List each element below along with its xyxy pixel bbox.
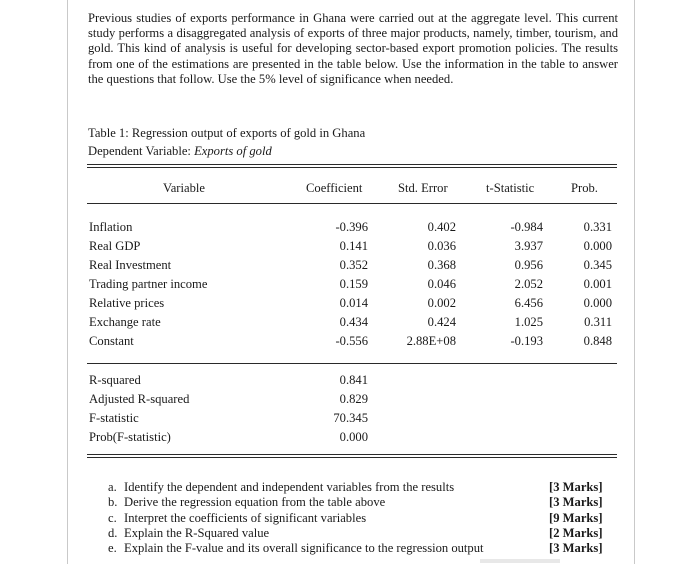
question-marks: [3 Marks] (549, 480, 603, 494)
coefficient-cell: 0.352 (339, 258, 368, 272)
question-item (108, 495, 628, 510)
coefficient-cell: 0.014 (339, 296, 368, 310)
coefficient-cell: 0.159 (339, 277, 368, 291)
t-statistic-cell: 2.052 (514, 277, 543, 291)
stat-label: F-statistic (89, 411, 139, 425)
question-item (108, 511, 628, 526)
question-item (108, 541, 628, 556)
question-letter: d. (108, 525, 118, 540)
intro-paragraph: Previous studies of exports performance in Ghana were carried out at the aggregate level. This current study performs a disaggregated analysis of exports of three major products, namely, timber, tourism, and gold. This kind of analysis is useful for developing sector-based export promotion policies. The results from one of the estimations are presented in the table below. Use the information in the table to answer the questions that follow. Use the 5% level of significance when needed. (88, 11, 618, 86)
question-text: Interpret the coefficients of significant variables (124, 510, 367, 525)
stat-label: Prob(F-statistic) (89, 430, 171, 444)
dependent-variable-value: Exports of gold (194, 144, 272, 158)
std-error-cell: 0.402 (427, 220, 456, 234)
question-text: Derive the regression equation from the table above (124, 495, 386, 510)
question-item (108, 526, 628, 541)
table-row-label: Relative prices (89, 296, 165, 310)
t-statistic-cell: -0.193 (510, 334, 543, 348)
question-letter: b. (108, 495, 118, 510)
question-letter: a. (108, 480, 117, 494)
std-error-cell: 0.036 (427, 239, 456, 253)
body-rule (87, 363, 617, 364)
question-item (108, 480, 628, 495)
coefficient-cell: 0.434 (339, 315, 368, 329)
table-top-rule (87, 164, 617, 165)
table-bottom-rule-2 (87, 457, 617, 458)
table-top-rule-2 (87, 167, 617, 168)
stat-value: 0.829 (339, 392, 368, 406)
question-text: Explain the R-Squared value (124, 525, 270, 540)
table-row-label: Constant (89, 334, 134, 348)
question-text: Identify the dependent and independent variables from the results (124, 480, 455, 494)
t-statistic-cell: 3.937 (514, 239, 543, 253)
table-caption (88, 124, 488, 160)
scan-artifact (480, 559, 560, 563)
coefficient-cell: -0.396 (335, 220, 368, 234)
dependent-variable-line (88, 142, 488, 160)
prob-cell: 0.000 (583, 239, 612, 253)
t-statistic-cell: 1.025 (514, 315, 543, 329)
prob-cell: 0.331 (583, 220, 612, 234)
prob-cell: 0.000 (583, 296, 612, 310)
question-marks: [3 Marks] (549, 495, 603, 510)
page-border-left (67, 0, 68, 564)
coefficient-cell: 0.141 (339, 239, 368, 253)
dependent-variable-label: Dependent Variable: (88, 144, 191, 158)
t-statistic-cell: -0.984 (510, 220, 543, 234)
stat-value: 70.345 (333, 411, 368, 425)
t-statistic-cell: 6.456 (514, 296, 543, 310)
std-error-cell: 2.88E+08 (406, 334, 456, 348)
prob-cell: 0.001 (583, 277, 612, 291)
header-coefficient: Coefficient (306, 181, 363, 195)
coefficient-cell: -0.556 (335, 334, 368, 348)
table-row-label: Trading partner income (89, 277, 208, 291)
prob-cell: 0.311 (584, 315, 612, 329)
table-bottom-rule (87, 454, 617, 455)
table-row-label: Real Investment (89, 258, 172, 272)
page-border-right (634, 0, 635, 564)
question-marks: [9 Marks] (549, 510, 603, 525)
stat-value: 0.000 (339, 430, 368, 444)
header-variable: Variable (163, 181, 205, 195)
std-error-cell: 0.424 (427, 315, 456, 329)
table-row-label: Real GDP (89, 239, 141, 253)
question-letter: c. (108, 510, 117, 525)
header-std-error: Std. Error (398, 181, 448, 195)
prob-cell: 0.848 (583, 334, 612, 348)
question-marks: [2 Marks] (549, 525, 603, 540)
header-t-statistic: t-Statistic (486, 181, 535, 195)
t-statistic-cell: 0.956 (514, 258, 543, 272)
std-error-cell: 0.046 (427, 277, 456, 291)
header-rule (87, 203, 617, 204)
question-text: Explain the F-value and its overall significance to the regression output (124, 541, 484, 556)
stat-label: R-squared (89, 373, 141, 387)
table-row-label: Inflation (89, 220, 133, 234)
table-row-label: Exchange rate (89, 315, 161, 329)
std-error-cell: 0.368 (427, 258, 456, 272)
stat-label: Adjusted R-squared (89, 392, 190, 406)
header-prob: Prob. (571, 181, 598, 195)
question-letter: e. (108, 541, 117, 556)
table-title: Table 1: Regression output of exports of gold in Ghana (88, 126, 366, 140)
std-error-cell: 0.002 (427, 296, 456, 310)
stat-value: 0.841 (339, 373, 368, 387)
question-marks: [3 Marks] (549, 541, 603, 556)
question-list (108, 480, 628, 556)
prob-cell: 0.345 (583, 258, 612, 272)
